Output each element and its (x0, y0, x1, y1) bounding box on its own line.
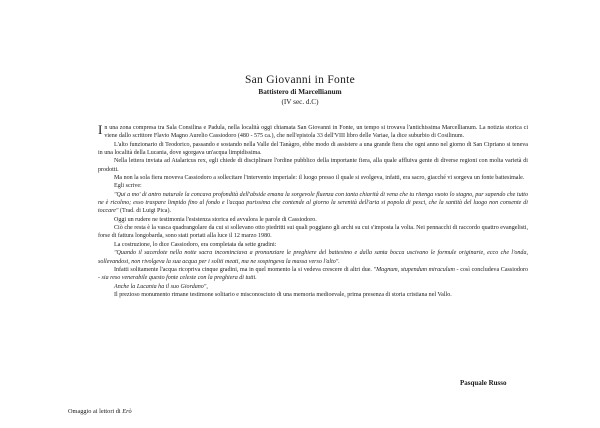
paragraph-6 (98, 191, 528, 216)
paragraph-12-tail: , (206, 283, 208, 290)
paragraph-11-text-a: Infatti solitamente l'acqua ricopriva cinque gradini, ma in quel momento la si vedeva crescere di altri due. (114, 266, 374, 273)
page-title: San Giovanni in Fonte (244, 74, 356, 86)
paragraph-11 (98, 266, 528, 283)
paragraph-12 (98, 283, 528, 291)
paragraph-13: Il prezioso monumento rimane testimone solitario e misconosciuto di una memoria medioevale, prima presenza di storia cristiana nel Vallo. (114, 291, 452, 298)
cassiodoro-quote-1: "Qui a mo' di antro naturale la concava profondità dell'abside emana la sorgevole fluenza con tanta chiarità di vena che tu ritenga vuoto lo stagno, pur sapendo che tutto ne è ricolmo; esso traspare limpido fino al fondo e l'acqua purissima che contende al giorno la serenità dell'aria si popola di pesci, che la santità del luogo non consente di toccare" (98, 191, 528, 215)
footer-note (68, 408, 132, 415)
drop-cap: I (98, 122, 103, 137)
paragraph-2: L'alto funzionario di Teodorico, passando e sostando nella Valle del Tanàgro, ebbe modo di assistere a una grande fiera che ogni anno nel giorno di San Cipriano si teneva in una località della Lucania, dove sgorgava un'acqua limpidissima. (98, 141, 528, 157)
paragraph-7: Oggi un rudere ne testimonia l'esistenza storica ed avvalora le parole di Cassiodoro. (114, 216, 317, 223)
era-label: (IV sec. d.C) (281, 98, 319, 106)
paragraph-5: Egli scrive: (114, 183, 142, 190)
translation-credit: (Trad. di Luigi Pica). (118, 208, 171, 215)
paragraph-9: La costruzione, lo dice Cassiodoro, era completata da sette gradini: (114, 241, 277, 248)
author-signature: Pasquale Russo (460, 379, 507, 387)
paragraph-8: Ciò che resta è la vasca quadrangolare da cui si sollevano otto piedritti sui quali poggiano gli archi su cui s'imposta la volta. Nei pennacchi di raccordo quattro evangelisti, forse di fattura longobarda, sono stati portati alla luce il 12 marzo 1980. (98, 225, 528, 240)
cassiodoro-quote-2: "Quando il sacerdote nella notte sacra incominciava a pronunziare le preghiere del battesimo e dalla santa bocca uscivano le formule originarie, ecco che l'onda, sollevandosi, non rivolgeva la sua acqua per i soliti meati, ma ne sospingeva la massa verso l'alto". (98, 250, 528, 265)
magazine-name: Erò (122, 408, 132, 415)
page-subtitle: Battistero di Marcellianum (258, 88, 342, 96)
paragraph-11-text-b: - così concludeva Cassiodoro - (98, 266, 528, 282)
paragraph-1-text: n una zona compresa tra Sala Consilina e Padula, nella località oggi chiamata San Giovanni in Fonte, un tempo si trovava l'antichissima Marcellianum. La notizia storica ci viene dallo scrittore Flavio Magno Aurelio Cassiodoro (480 - 575 ca.), che nell'epistola 33 dell'VIII libro delle Variae, la dice suburbio di Cosilinum. (104, 125, 528, 140)
paragraph-4: Ma non la sola fiera moveva Cassiodoro a sollecitare l'intervento imperiale: il luogo presso il quale si svolgeva, infatti, era sacro, giacché vi sorgeva un fonte battesimale. (114, 175, 525, 182)
paragraph-3: Nella lettera inviata ad Atalaricus rex, egli chiede di disciplinare l'ordine pubblico della importante fiera, alla quale affluiva gente di diverse regioni con molta varietà di prodotti. (98, 158, 528, 173)
paragraph-1 (98, 124, 528, 141)
article-body (98, 124, 528, 299)
miraculum-quote-2: sia reso venerabile questo fonte celeste con la preghiera di tutti. (101, 275, 257, 282)
giordano-quote: Anche la Lucania ha il suo Giordano" (114, 283, 207, 290)
footer-prefix: Omaggio ai lettori di (68, 408, 123, 415)
miraculum-quote: "Magnum, stupendum miraculum (373, 266, 455, 273)
